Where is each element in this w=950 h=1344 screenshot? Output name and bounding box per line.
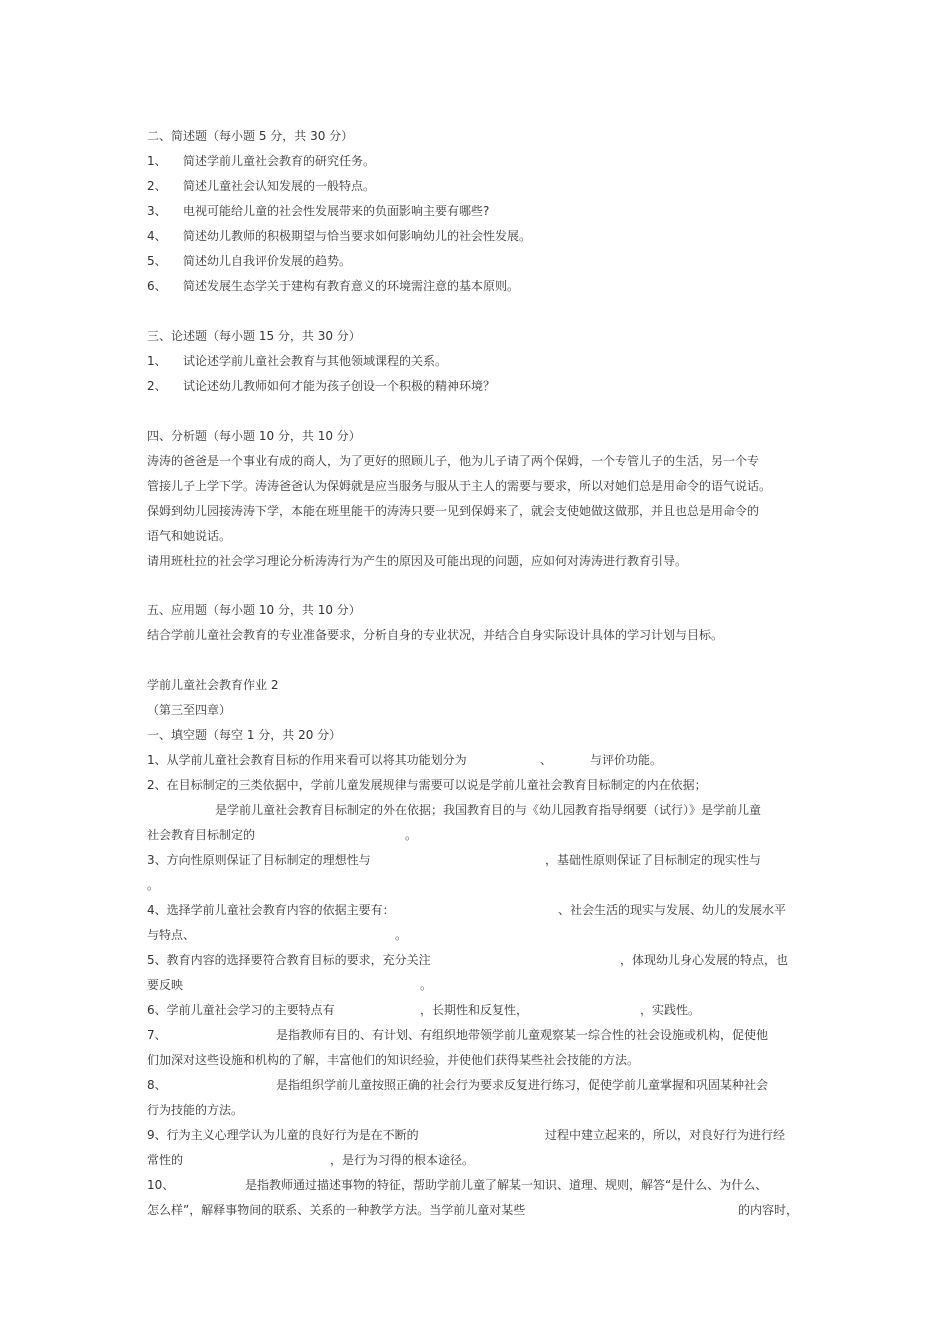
q4-text-c: 与特点、: [147, 928, 196, 942]
q5-text-b: ，体现幼儿身心发展的特点，也: [620, 953, 789, 967]
item-text: 简述幼儿教师的积极期望与恰当要求如何影响幼儿的社会性发展。: [183, 229, 532, 243]
section2-item-3: [147, 203, 489, 219]
q6-text-b: ，长期性和反复性，: [420, 1003, 529, 1017]
q8-text-c: 行为技能的方法。: [147, 1103, 244, 1117]
section4-question: 请用班杜拉的社会学习理论分析涛涛行为产生的原因及可能出现的问题，应如何对涛涛进行教育引导。: [147, 554, 688, 568]
q5-text-c: 要反映: [147, 978, 184, 992]
q2-line-3b: 。: [405, 828, 418, 842]
q8-text-b: 是指组织学前儿童按照正确的社会行为要求反复进行练习，促使学前儿童掌握和巩固某种社会: [276, 1078, 769, 1092]
q9-text-b: 过程中建立起来的，所以，对良好行为进行经: [545, 1128, 786, 1142]
section5-text: 结合学前儿童社会教育的专业准备要求，分析自身的专业状况，并结合自身实际设计具体的学习计划与目标。: [147, 628, 724, 642]
q8-number: 8、: [147, 1078, 167, 1092]
q2-line-3a: 社会教育目标制定的: [147, 828, 256, 842]
q4-text-d: 。: [395, 928, 408, 942]
section3-heading: 三、论述题（每小题 15 分，共 30 分）: [147, 329, 361, 343]
item-text: 简述幼儿自我评价发展的趋势。: [183, 254, 352, 268]
q9-text-a: 9、行为主义心理学认为儿童的良好行为是在不断的: [147, 1128, 419, 1142]
q3-text-c: 。: [147, 878, 160, 892]
q6-text-c: ，实践性。: [640, 1003, 701, 1017]
q10-text-d: 的内容时，: [738, 1203, 799, 1217]
item-text: 试论述幼儿教师如何才能为孩子创设一个积极的精神环境？: [183, 379, 496, 393]
item-number: 2、: [147, 179, 167, 193]
item-text: 电视可能给儿童的社会性发展带来的负面影响主要有哪些?: [183, 204, 490, 218]
q10-text-c: 怎么样”，解释事物间的联系、关系的一种教学方法。当学前儿童对某些: [147, 1203, 526, 1217]
assignment2-title: 学前儿童社会教育作业 2: [147, 678, 279, 692]
q5-text-d: 。: [420, 978, 433, 992]
section4-paragraph-line-3: 保姆到幼儿园接涛涛下学，本能在班里能干的涛涛只要一见到保姆来了，就会支使她做这做那，并且也总是用命令的: [147, 504, 760, 518]
q4-text-b: 、社会生活的现实与发展、幼儿的发展水平: [558, 903, 787, 917]
section4-paragraph-line-1: 涛涛的爸爸是一个事业有成的商人，为了更好的照顾儿子，他为儿子请了两个保姆，一个专管儿子的生活，另一个专: [147, 454, 760, 468]
q9-text-d: ，是行为习得的根本途径。: [330, 1153, 475, 1167]
q1-text-b: 、: [540, 753, 553, 767]
item-number: 4、: [147, 229, 167, 243]
item-number: 2、: [147, 379, 167, 393]
q10-text-b: 是指教师通过描述事物的特征，帮助学前儿童了解某一知识、道理、规则，解答“是什么、为什么、: [245, 1178, 768, 1192]
q3-text-b: ，基础性原则保证了目标制定的现实性与: [545, 853, 762, 867]
section2-item-5: [147, 253, 351, 269]
item-text: 简述发展生态学关于建构有教育意义的环境需注意的基本原则。: [183, 279, 520, 293]
q3-text-a: 3、方向性原则保证了目标制定的理想性与: [147, 853, 371, 867]
q1-text-c: 与评价功能。: [590, 753, 663, 767]
section2-item-6: [147, 278, 519, 294]
item-number: 6、: [147, 279, 167, 293]
fill-in-heading: 一、填空题（每空 1 分，共 20 分）: [147, 728, 342, 742]
item-text: 简述学前儿童社会教育的研究任务。: [183, 154, 376, 168]
section3-item-2: [147, 378, 495, 394]
item-text: 简述儿童社会认知发展的一般特点。: [183, 179, 376, 193]
item-number: 5、: [147, 254, 167, 268]
q9-text-c: 常性的: [147, 1153, 184, 1167]
item-number: 3、: [147, 204, 167, 218]
q5-text-a: 5、教育内容的选择要符合教育目标的要求，充分关注: [147, 953, 431, 967]
q7-text-b: 是指教师有目的、有计划、有组织地带领学前儿童观察某一综合性的社会设施或机构，促使他: [276, 1028, 769, 1042]
q2-line-1: 2、在目标制定的三类依据中，学前儿童发展规律与需要可以说是学前儿童社会教育目标制定的内在依据；: [147, 778, 707, 792]
q4-text-a: 4、选择学前儿童社会教育内容的依据主要有：: [147, 903, 395, 917]
q6-text-a: 6、学前儿童社会学习的主要特点有: [147, 1003, 335, 1017]
section2-item-1: [147, 153, 375, 169]
q7-number: 7、: [147, 1028, 167, 1042]
item-number: 1、: [147, 354, 167, 368]
section2-item-2: [147, 178, 375, 194]
section4-paragraph-line-4: 语气和她说话。: [147, 529, 232, 543]
section5-heading: 五、应用题（每小题 10 分，共 10 分）: [147, 603, 361, 617]
section2-heading: 二、简述题（每小题 5 分，共 30 分）: [147, 129, 354, 143]
assignment2-subtitle: （第三至四章）: [147, 703, 232, 717]
q10-number: 10、: [147, 1178, 175, 1192]
section4-paragraph-line-2: 管接儿子上学下学。涛涛爸爸认为保姆就是应当服务与服从于主人的需要与要求，所以对她们总是用命令的语气说话。: [147, 479, 772, 493]
q2-line-2: 是学前儿童社会教育目标制定的外在依据；我国教育目的与《幼儿园教育指导纲要（试行）》是学前儿童: [215, 803, 762, 817]
q7-text-c: 们加深对这些设施和机构的了解，丰富他们的知识经验，并使他们获得某些社会技能的方法。: [147, 1053, 640, 1067]
item-text: 试论述学前儿童社会教育与其他领域课程的关系。: [183, 354, 448, 368]
item-number: 1、: [147, 154, 167, 168]
section3-item-1: [147, 353, 447, 369]
q1-text-a: 1、从学前儿童社会教育目标的作用来看可以将其功能划分为: [147, 753, 467, 767]
section4-heading: 四、分析题（每小题 10 分，共 10 分）: [147, 429, 361, 443]
section2-item-4: [147, 228, 531, 244]
